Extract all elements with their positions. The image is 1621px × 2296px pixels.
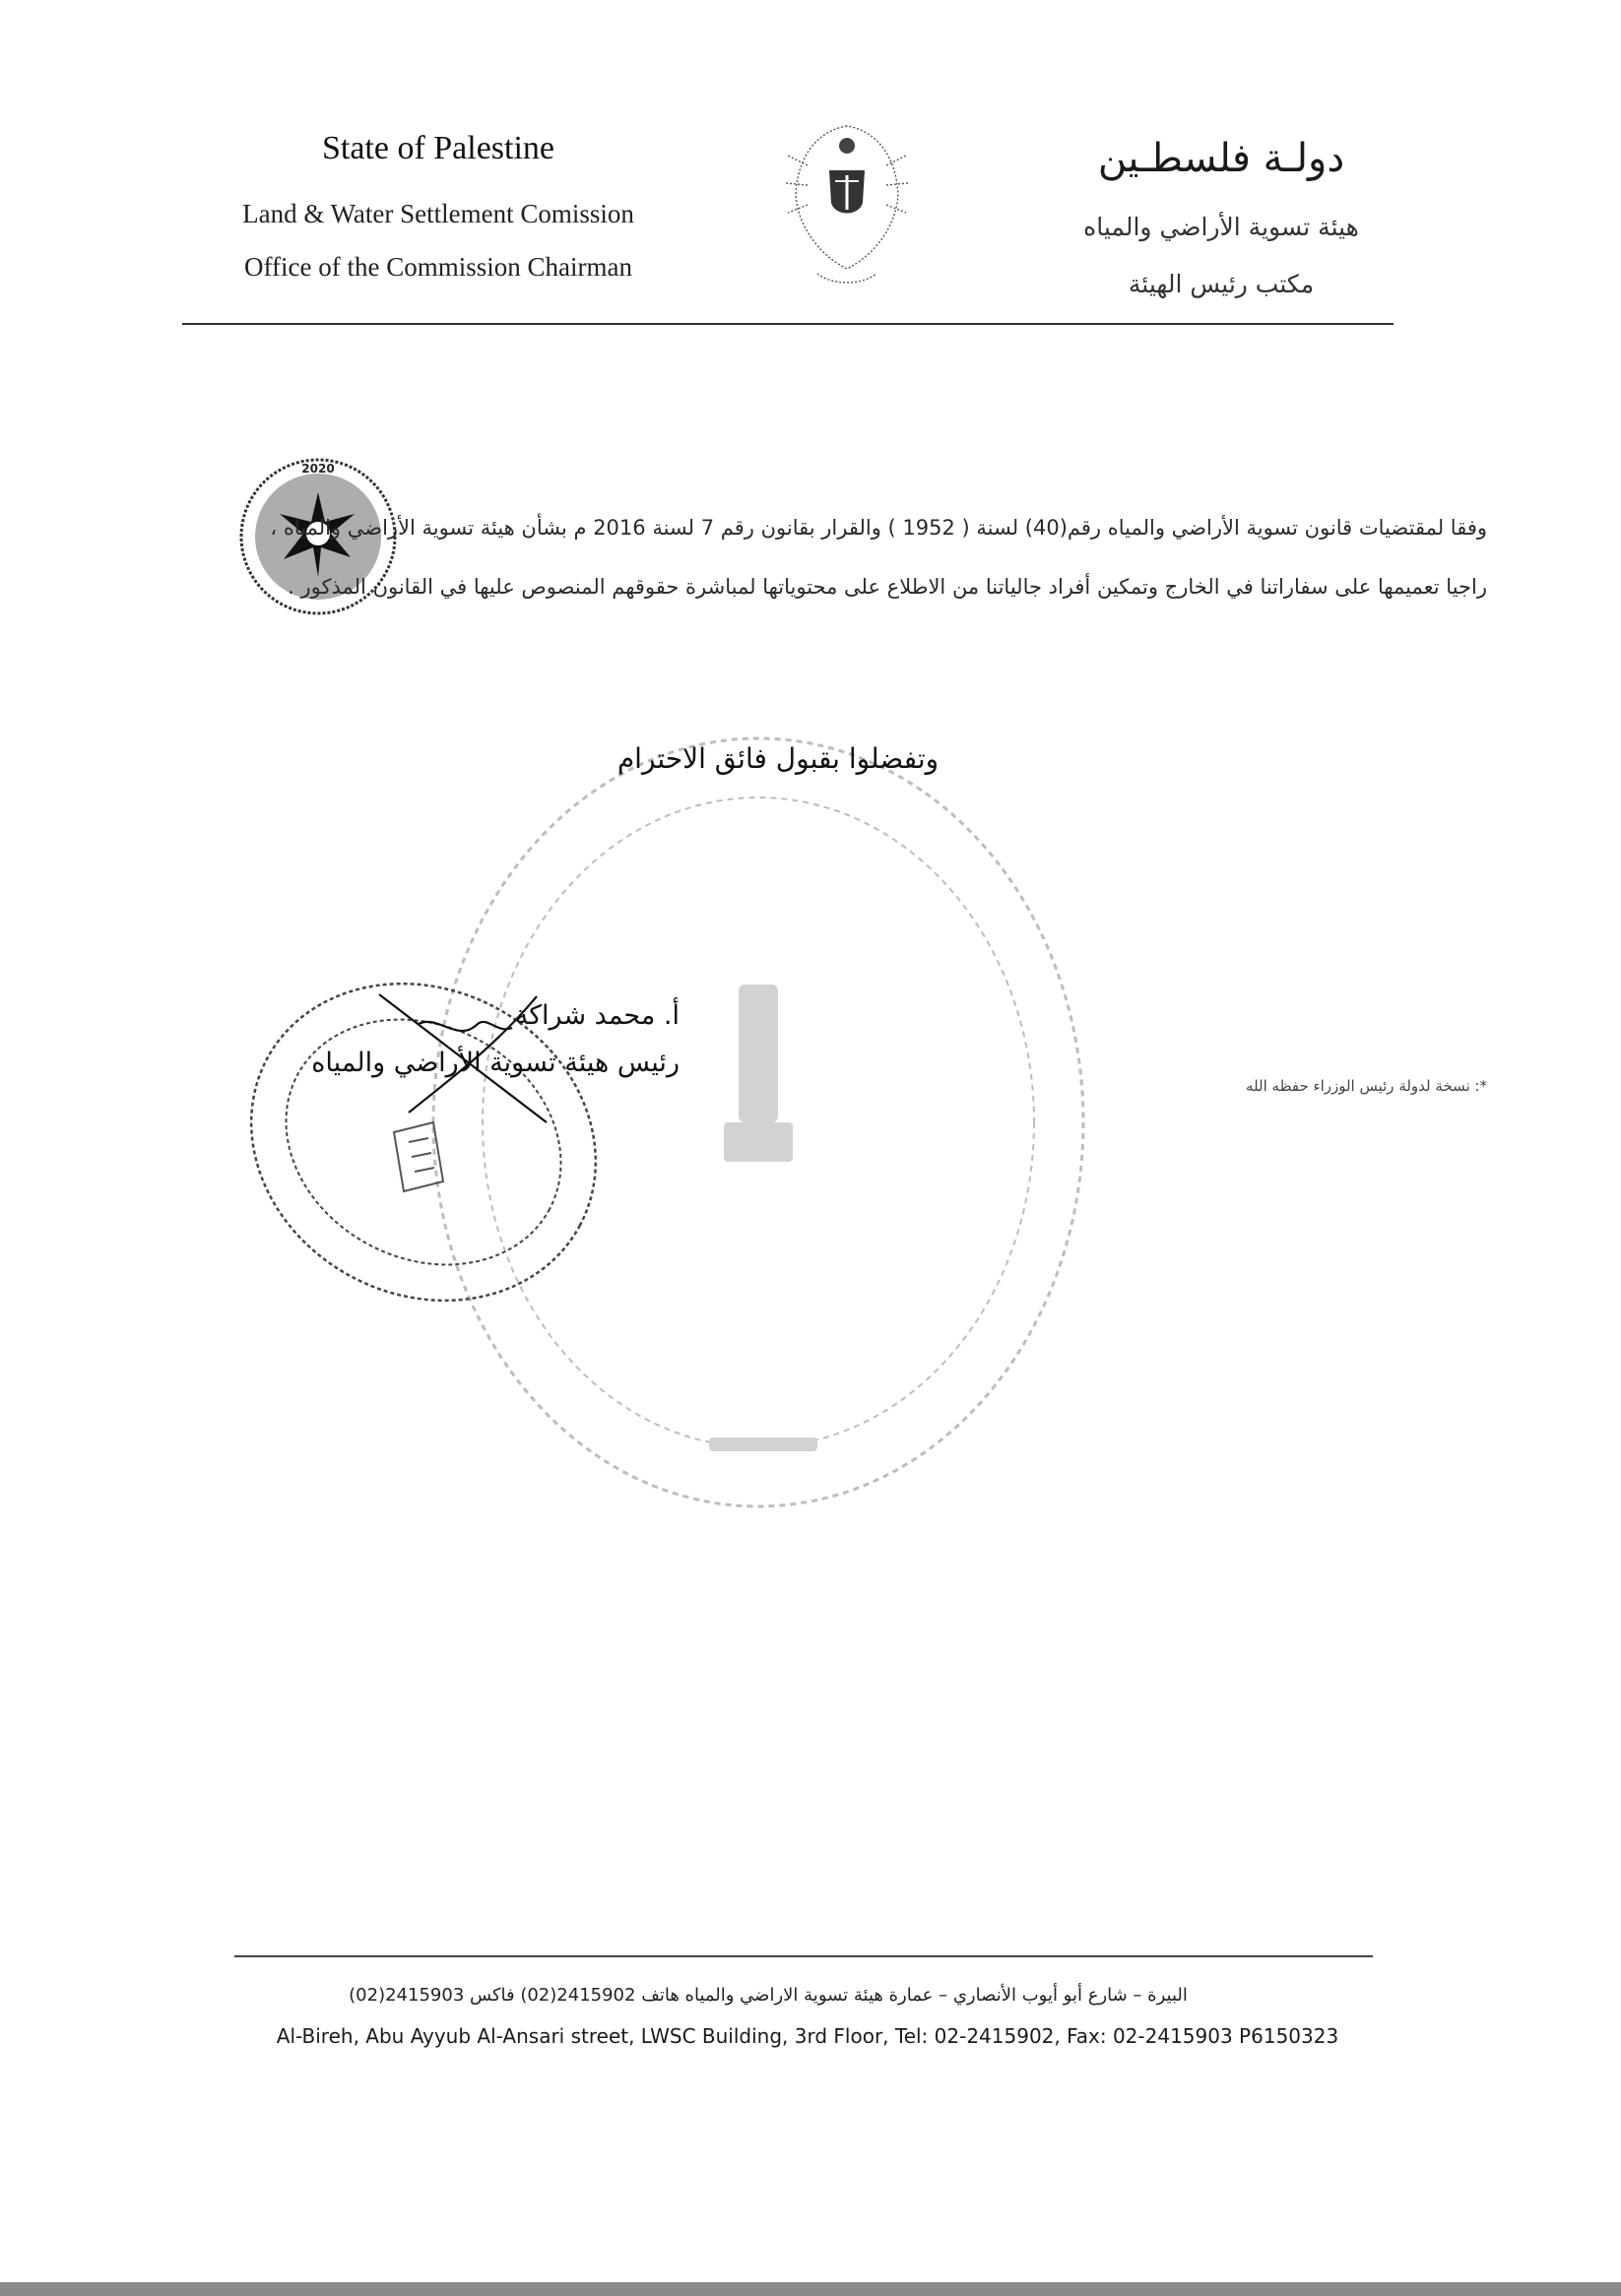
- scan-bottom-edge: [0, 2282, 1621, 2296]
- header-arabic-commission: هيئة تسوية الأراضي والمياه: [1083, 213, 1359, 241]
- footer-divider: [234, 1955, 1373, 1957]
- seal-year: 2020: [301, 462, 335, 476]
- footer-address-english: Al-Bireh, Abu Ayyub Al-Ansari street, LWSC Building, 3rd Floor, Tel: 02-2415902, Fax: 02-2415903 P6150323: [276, 2024, 1339, 2048]
- footer-address-arabic: البيرة – شارع أبو أيوب الأنصاري – عمارة هيئة تسوية الاراضي والمياه هاتف 2415902(02) فاكس 2415903(02): [349, 1985, 1188, 2006]
- body-paragraph-line-1: وفقا لمقتضيات قانون تسوية الأراضي والمياه رقم(40) لسنة ( 1952 ) والقرار بقانون رقم 7 لسنة 2016 م بشأن هيئة تسوية الأراضي والمياه ،: [270, 516, 1487, 540]
- copy-to-note: *: نسخة لدولة رئيس الوزراء حفظه الله: [1246, 1077, 1487, 1095]
- header-divider: [182, 323, 1394, 325]
- header-english-title: State of Palestine: [321, 130, 555, 166]
- header-english-commission: Land & Water Settlement Comission: [242, 199, 634, 228]
- header-english-office: Office of the Commission Chairman: [244, 252, 632, 282]
- palestine-eagle-emblem-icon: [778, 96, 916, 293]
- signatory-title: رئيس هيئة تسوية الأراضي والمياه: [311, 1048, 680, 1078]
- closing-salutation: وتفضلوا بقبول فائق الاحترام: [616, 742, 940, 775]
- header-arabic-office: مكتب رئيس الهيئة: [1128, 270, 1315, 298]
- header-arabic-title: دولـة فلسطـين: [1097, 136, 1345, 181]
- signatory-name: أ. محمد شراكة: [514, 1000, 680, 1031]
- handwritten-signature-icon: [350, 985, 576, 1132]
- body-paragraph-line-2: راجيا تعميمها على سفاراتنا في الخارج وتمكين أفراد جالياتنا من الاطلاع على محتوياتها لمباشرة حقوقهم المنصوص عليها في القانون المذكور .: [288, 575, 1487, 599]
